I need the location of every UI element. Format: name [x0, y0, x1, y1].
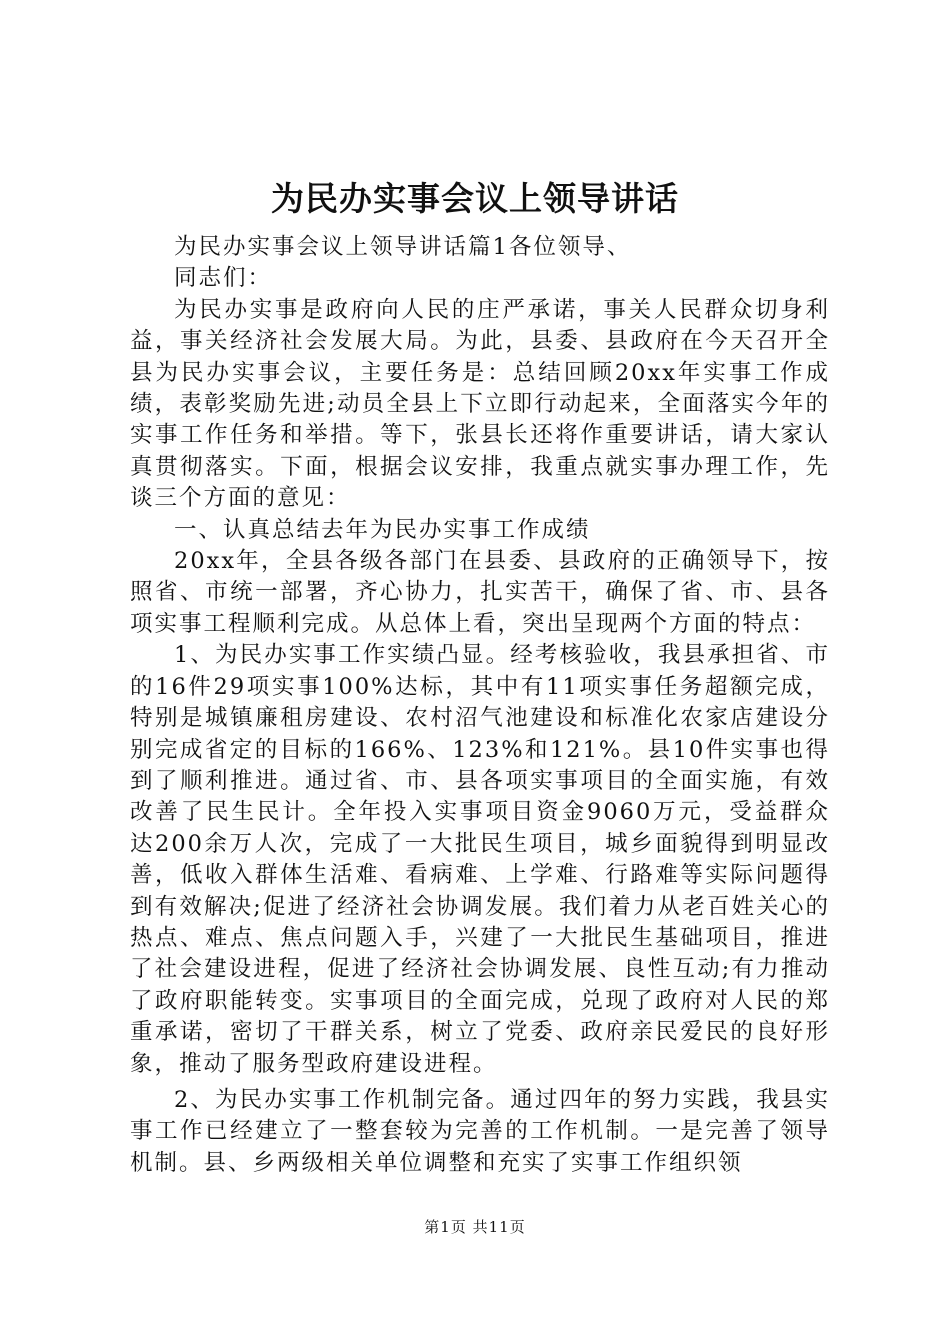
paragraph-opening: 为民办实事是政府向人民的庄严承诺，事关人民群众切身利益，事关经济社会发展大局。为此，县委、县政府在今天召开全县为民办实事会议，主要任务是：总结回顾20xx年实事工作成绩，表彰奖励先进;动员全县上下立即行动起来，全面落实今年的实事工作任务和举措。等下，张县长还将作重要讲话，请大家认真贯彻落实。下面，根据会议安排，我重点就实事办理工作，先谈三个方面的意见：: [130, 296, 830, 512]
document-body: [130, 232, 830, 1179]
page-footer: 第1页 共11页: [424, 1218, 526, 1236]
paragraph-point-1: 1、为民办实事工作实绩凸显。经考核验收，我县承担省、市的16件29项实事100%达标，其中有11项实事任务超额完成，特别是城镇廉租房建设、农村沼气池建设和标准化农家店建设分别完成省定的目标的166%、123%和121%。县10件实事也得到了顺利推进。通过省、市、县各项实事项目的全面实施，有效改善了民生民计。全年投入实事项目资金9060万元，受益群众达200余万人次，完成了一大批民生项目，城乡面貌得到明显改善，低收入群体生活难、看病难、上学难、行路难等实际问题得到有效解决;促进了经济社会协调发展。我们着力从老百姓关心的热点、难点、焦点问题入手，兴建了一大批民生基础项目，推进了社会建设进程，促进了经济社会协调发展、良性互动;有力推动了政府职能转变。实事项目的全面完成，兑现了政府对人民的郑重承诺，密切了干群关系，树立了党委、政府亲民爱民的良好形象，推动了服务型政府建设进程。: [130, 642, 830, 1077]
document-title: 为民办实事会议上领导讲话: [271, 179, 679, 218]
paragraph-summary: 20xx年，全县各级各部门在县委、县政府的正确领导下，按照省、市统一部署，齐心协力，扎实苦干，确保了省、市、县各项实事工程顺利完成。从总体上看，突出呈现两个方面的特点：: [130, 548, 830, 637]
section-heading-1: 一、认真总结去年为民办实事工作成绩: [174, 516, 591, 543]
paragraph-intro: 为民办实事会议上领导讲话篇1各位领导、: [174, 234, 632, 260]
paragraph-salutation: 同志们：: [174, 265, 273, 292]
paragraph-point-2: 2、为民办实事工作机制完备。通过四年的努力实践，我县实事工作已经建立了一整套较为完善的工作机制。一是完善了领导机制。县、乡两级相关单位调整和充实了实事工作组织领: [130, 1086, 830, 1176]
